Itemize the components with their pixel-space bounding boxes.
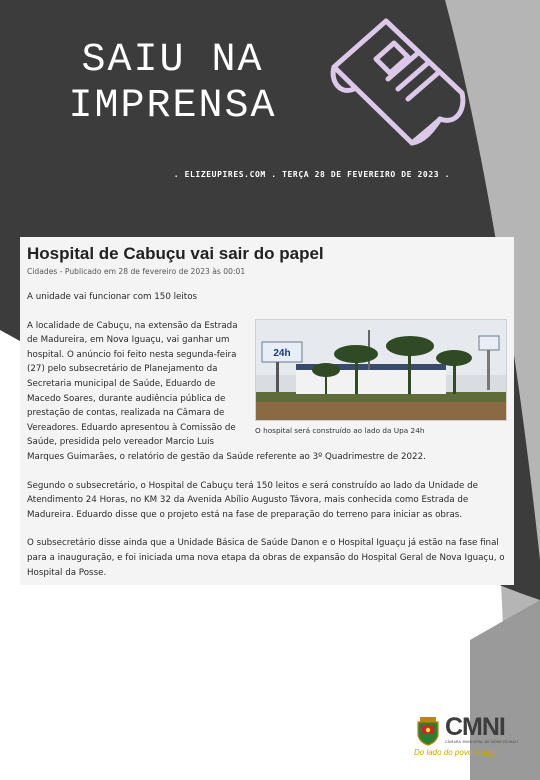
dateline: . ELIZEUPIRES.COM . TERÇA 28 DE FEVEREIRO DE 2023 .: [173, 170, 450, 179]
logo-subtitle: CÂMARA MUNICIPAL DE NOVA IGUAÇU: [445, 740, 518, 744]
article-lead: A unidade vai funcionar com 150 leitos: [27, 292, 198, 302]
article-figure: [255, 319, 507, 436]
article-title[interactable]: Hospital de Cabuçu vai sair do papel: [27, 244, 324, 263]
hospital-photo: [255, 319, 507, 421]
article-meta: Cidades - Publicado em 28 de fevereiro de 2023 às 00:01: [27, 267, 246, 276]
logo-slogan: Do lado do povo é aqui: [414, 748, 497, 757]
crest-icon: [414, 714, 442, 746]
headline-line-2: IMPRENSA: [68, 84, 277, 129]
article-paragraph-2: Segundo o subsecretário, o Hospital de Cabuçu terá 150 leitos e será construído ao lado da Unidade de Atendimento 24 Horas, no KM 32 da Avenida Abílio Augusto Távora, mais conhecida como Estrada de Madureira. Eduardo disse que o projeto está na fase de preparação do terreno para iniciar as obras.: [27, 480, 478, 520]
section-headline: [0, 38, 345, 130]
photo-sign-text: 24h: [273, 347, 291, 359]
newspaper-icon: [328, 15, 466, 150]
photo-caption: O hospital será construído ao lado da Upa 24h: [255, 425, 425, 435]
logo-name: CMNI: [445, 713, 505, 741]
headline-line-1: SAIU NA: [81, 38, 264, 83]
cmni-logo: [412, 712, 522, 762]
article-paragraph-1: A localidade de Cabuçu, na extensão da Estrada de Madureira, em Nova Iguaçu, vai ganhar um hospital. O anúncio foi feito nesta segunda-feira (27) pelo subsecretário de Planejamento da Secretaria municipal de Saúde, Eduardo de Macedo Soares, durante audiência pública de prestação de contas, realizada na Câmara de Vereadores. Eduardo apresentou à Comissão de Saúde, presidida pelo vereador Marcio Luis Marques Guimarães, o relatório de gestão da Saúde referente ao 3º Quadrimestre de 2022.: [27, 320, 426, 462]
article-card: [20, 237, 514, 585]
article-paragraph-3: O subsecretário disse ainda que a Unidade Básica de Saúde Danon e o Hospital Iguaçu já estão na fase final para a inauguração, e foi iniciada uma nova etapa da obras de expansão do Hospital Geral de Nova Iguaçu, o Hospital da Posse.: [27, 538, 505, 578]
